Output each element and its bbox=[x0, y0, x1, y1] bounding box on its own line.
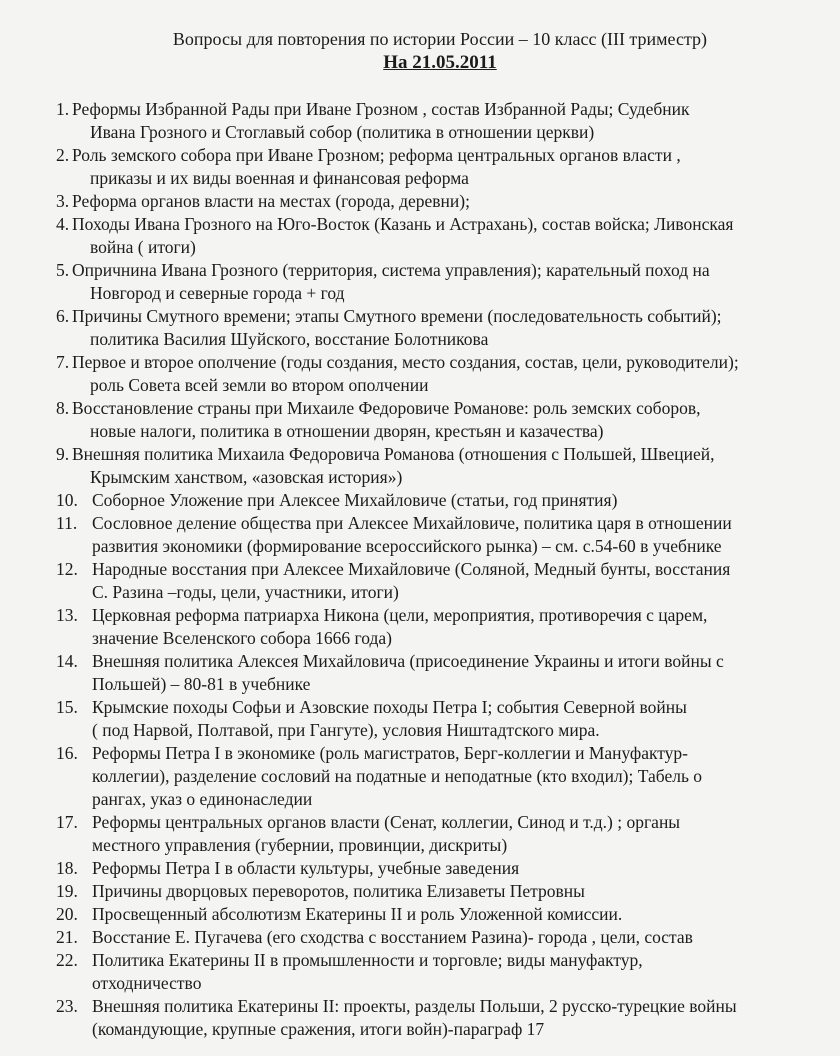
question-text-line: Крымские походы Софьи и Азовские походы Петра I; события Северной войны bbox=[92, 697, 687, 717]
question-text-line: отходничество bbox=[92, 973, 202, 993]
question-text-line: Походы Ивана Грозного на Юго-Восток (Казань и Астрахань), состав войска; Ливонская bbox=[72, 214, 734, 234]
question-text bbox=[72, 305, 804, 351]
question-item bbox=[0, 443, 840, 489]
question-text-line: роль Совета всей земли во втором ополчении bbox=[90, 375, 429, 395]
question-number: 20. bbox=[56, 904, 78, 924]
question-text-line: ( под Нарвой, Полтавой, при Гангуте), условия Ништадтского мира. bbox=[92, 720, 600, 740]
question-text-line: Крымским ханством, «азовская история») bbox=[90, 467, 403, 487]
question-text-line: Опричнина Ивана Грозного (территория, система управления); карательный поход на bbox=[72, 260, 710, 280]
question-item bbox=[0, 650, 840, 696]
question-text-line: С. Разина –годы, цели, участники, итоги) bbox=[92, 582, 399, 602]
question-item bbox=[0, 351, 840, 397]
question-item bbox=[0, 995, 840, 1041]
question-text-line: Ивана Грозного и Стоглавый собор (политика в отношении церкви) bbox=[90, 122, 595, 142]
question-item bbox=[0, 259, 840, 305]
question-text bbox=[72, 397, 804, 443]
question-number: 17. bbox=[56, 812, 78, 832]
question-text-line: Внешняя политика Екатерины II: проекты, разделы Польши, 2 русско-турецкие войны bbox=[92, 996, 737, 1016]
question-item bbox=[0, 305, 840, 351]
question-item bbox=[0, 144, 840, 190]
question-item bbox=[0, 811, 840, 857]
question-text bbox=[92, 995, 810, 1041]
question-item bbox=[0, 604, 840, 650]
question-text-line: Реформы центральных органов власти (Сенат, коллегии, Синод и т.д.) ; органы bbox=[92, 812, 681, 832]
question-text bbox=[72, 259, 804, 305]
question-item bbox=[0, 190, 840, 213]
question-text bbox=[72, 351, 804, 397]
question-text-line: Соборное Уложение при Алексее Михайловиче (статьи, год принятия) bbox=[92, 490, 618, 510]
question-text bbox=[72, 443, 804, 489]
question-text-line: Роль земского собора при Иване Грозном; реформа центральных органов власти , bbox=[72, 145, 681, 165]
question-text-line: развития экономики (формирование всероссийского рынка) – см. с.54-60 в учебнике bbox=[92, 536, 722, 556]
question-item bbox=[0, 397, 840, 443]
question-number: 16. bbox=[56, 743, 78, 763]
question-text-line: значение Вселенского собора 1666 года) bbox=[92, 628, 392, 648]
question-text-line: Внешняя политика Алексея Михайловича (присоединение Украины и итоги войны с bbox=[92, 651, 724, 671]
question-text bbox=[92, 558, 810, 604]
question-text-line: рангах, указ о единонаследии bbox=[92, 789, 313, 809]
question-number: 15. bbox=[56, 697, 78, 717]
question-number: 14. bbox=[56, 651, 78, 671]
question-item bbox=[0, 880, 840, 903]
question-text bbox=[92, 742, 810, 811]
question-text-line: Просвещенный абсолютизм Екатерины II и роль Уложенной комиссии. bbox=[92, 904, 623, 924]
question-text-line: (командующие, крупные сражения, итоги войн)-параграф 17 bbox=[92, 1019, 545, 1039]
question-text-line: Новгород и северные города + год bbox=[90, 283, 345, 303]
question-number: 5. bbox=[56, 260, 70, 280]
question-item bbox=[0, 903, 840, 926]
question-number: 8. bbox=[56, 398, 70, 418]
question-text-line: приказы и их виды военная и финансовая реформа bbox=[90, 168, 469, 188]
question-text-line: Реформы Петра I в области культуры, учебные заведения bbox=[92, 858, 520, 878]
question-text-line: Польшей) – 80-81 в учебнике bbox=[92, 674, 311, 694]
question-item bbox=[0, 742, 840, 811]
question-text bbox=[92, 650, 810, 696]
question-number: 4. bbox=[56, 214, 70, 234]
question-text-line: Реформы Избранной Рады при Иване Грозном , состав Избранной Рады; Судебник bbox=[72, 99, 690, 119]
question-number: 9. bbox=[56, 444, 70, 464]
question-text bbox=[92, 811, 810, 857]
question-item bbox=[0, 696, 840, 742]
question-number: 12. bbox=[56, 559, 78, 579]
question-text-line: Реформы Петра I в экономике (роль магистратов, Берг-коллегии и Мануфактур- bbox=[92, 743, 688, 763]
question-text-line: Народные восстания при Алексее Михайловиче (Соляной, Медный бунты, восстания bbox=[92, 559, 731, 579]
question-text-line: Реформа органов власти на местах (города, деревни); bbox=[72, 191, 470, 211]
question-text bbox=[72, 213, 804, 259]
question-text bbox=[72, 98, 804, 144]
question-number: 6. bbox=[56, 306, 70, 326]
question-item bbox=[0, 926, 840, 949]
question-text bbox=[92, 489, 810, 512]
question-text-line: коллегии), разделение сословий на податные и неподатные (кто входил); Табель о bbox=[92, 766, 703, 786]
question-text-line: Причины Смутного времени; этапы Смутного времени (последовательность событий); bbox=[72, 306, 722, 326]
question-text-line: новые налоги, политика в отношении дворян, крестьян и казачества) bbox=[90, 421, 604, 441]
question-text bbox=[92, 512, 810, 558]
question-number: 19. bbox=[56, 881, 78, 901]
question-text bbox=[72, 190, 804, 213]
question-text bbox=[92, 926, 810, 949]
question-item bbox=[0, 512, 840, 558]
question-text-line: Восстание Е. Пугачева (его сходства с восстанием Разина)- города , цели, состав bbox=[92, 927, 693, 947]
question-number: 13. bbox=[56, 605, 78, 625]
question-text-line: Восстановление страны при Михаиле Федоровиче Романове: роль земских соборов, bbox=[72, 398, 701, 418]
question-number: 18. bbox=[56, 858, 78, 878]
question-text bbox=[92, 949, 810, 995]
question-text-line: Сословное деление общества при Алексее Михайловиче, политика царя в отношении bbox=[92, 513, 732, 533]
question-item bbox=[0, 558, 840, 604]
question-text-line: Первое и второе ополчение (годы создания, место создания, состав, цели, руководители); bbox=[72, 352, 739, 372]
question-number: 23. bbox=[56, 996, 78, 1016]
question-number: 21. bbox=[56, 927, 78, 947]
question-text-line: Политика Екатерины II в промышленности и торговле; виды мануфактур, bbox=[92, 950, 643, 970]
question-number: 22. bbox=[56, 950, 78, 970]
question-number: 7. bbox=[56, 352, 70, 372]
question-item bbox=[0, 213, 840, 259]
question-number: 11. bbox=[56, 513, 78, 533]
question-number: 10. bbox=[56, 490, 78, 510]
question-text-line: политика Василия Шуйского, восстание Болотникова bbox=[90, 329, 489, 349]
question-item bbox=[0, 949, 840, 995]
question-text bbox=[92, 604, 810, 650]
question-list bbox=[0, 98, 840, 1041]
document-title: Вопросы для повторения по истории России – 10 класс (III триместр) bbox=[172, 29, 708, 49]
question-text-line: Церковная реформа патриарха Никона (цели, мероприятия, противоречия с царем, bbox=[92, 605, 708, 625]
question-text-line: Причины дворцовых переворотов, политика Елизаветы Петровны bbox=[92, 881, 585, 901]
question-text bbox=[72, 144, 804, 190]
question-number: 3. bbox=[56, 191, 70, 211]
question-item bbox=[0, 98, 840, 144]
question-item bbox=[0, 857, 840, 880]
question-number: 2. bbox=[56, 145, 70, 165]
question-number: 1. bbox=[56, 99, 70, 119]
question-text bbox=[92, 696, 810, 742]
question-text bbox=[92, 880, 810, 903]
question-text bbox=[92, 857, 810, 880]
question-text-line: Внешняя политика Михаила Федоровича Романова (отношения с Польшей, Швецией, bbox=[72, 444, 715, 464]
question-text-line: местного управления (губернии, провинции, дискриты) bbox=[92, 835, 508, 855]
question-text bbox=[92, 903, 810, 926]
question-text-line: война ( итоги) bbox=[90, 237, 196, 257]
document-date: На 21.05.2011 bbox=[383, 52, 497, 73]
question-item bbox=[0, 489, 840, 512]
